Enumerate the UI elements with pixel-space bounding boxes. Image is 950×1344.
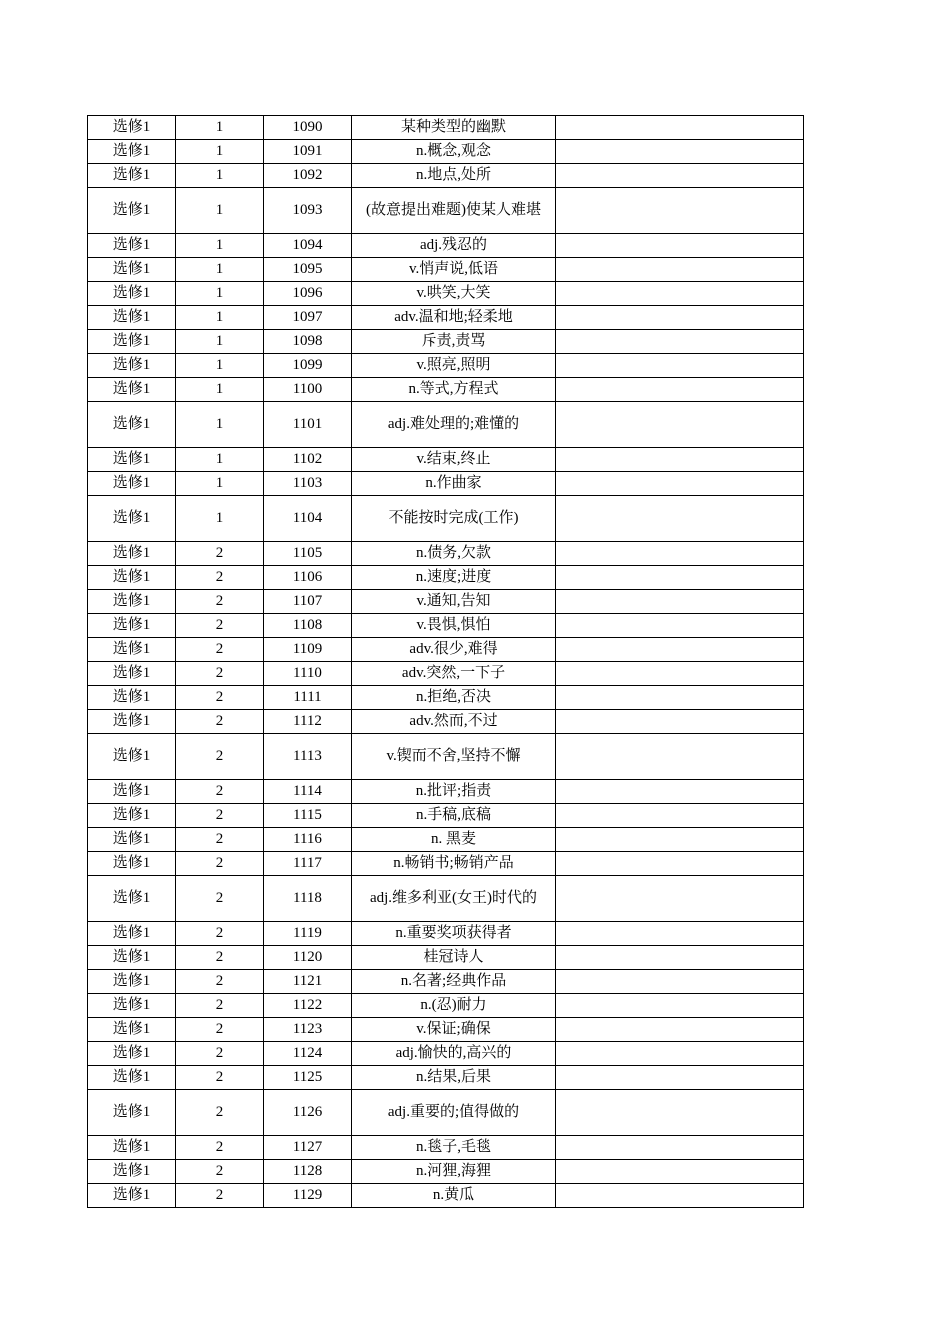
note-cell [556,946,804,970]
note-cell [556,1184,804,1208]
book-cell: 选修1 [88,1090,176,1136]
meaning-cell: n.名著;经典作品 [352,970,556,994]
meaning-cell: adv.很少,难得 [352,638,556,662]
word-number-cell: 1092 [264,164,352,188]
meaning-cell: (故意提出难题)使某人难堪 [352,188,556,234]
word-number-cell: 1113 [264,734,352,780]
table-row [88,306,804,330]
book-cell: 选修1 [88,378,176,402]
table-row [88,734,804,780]
word-number-cell: 1107 [264,590,352,614]
word-number-cell: 1111 [264,686,352,710]
table-row [88,1136,804,1160]
note-cell [556,994,804,1018]
unit-cell: 1 [176,282,264,306]
meaning-cell: n.拒绝,否决 [352,686,556,710]
unit-cell: 2 [176,662,264,686]
word-number-cell: 1119 [264,922,352,946]
book-cell: 选修1 [88,710,176,734]
book-cell: 选修1 [88,1136,176,1160]
book-cell: 选修1 [88,234,176,258]
meaning-cell: n.手稿,底稿 [352,804,556,828]
unit-cell: 2 [176,638,264,662]
unit-cell: 2 [176,710,264,734]
word-number-cell: 1112 [264,710,352,734]
note-cell [556,330,804,354]
note-cell [556,922,804,946]
table-row [88,140,804,164]
meaning-cell: n.速度;进度 [352,566,556,590]
note-cell [556,852,804,876]
table-row [88,662,804,686]
table-row [88,1090,804,1136]
book-cell: 选修1 [88,566,176,590]
unit-cell: 2 [176,780,264,804]
word-number-cell: 1114 [264,780,352,804]
unit-cell: 1 [176,140,264,164]
meaning-cell: 斥责,责骂 [352,330,556,354]
word-number-cell: 1125 [264,1066,352,1090]
table-row [88,330,804,354]
book-cell: 选修1 [88,140,176,164]
unit-cell: 2 [176,946,264,970]
book-cell: 选修1 [88,922,176,946]
table-row [88,638,804,662]
unit-cell: 2 [176,686,264,710]
book-cell: 选修1 [88,734,176,780]
book-cell: 选修1 [88,448,176,472]
table-row [88,496,804,542]
book-cell: 选修1 [88,306,176,330]
table-row [88,1066,804,1090]
meaning-cell: v.照亮,照明 [352,354,556,378]
note-cell [556,710,804,734]
vocabulary-table [87,115,804,1208]
meaning-cell: n.河狸,海狸 [352,1160,556,1184]
unit-cell: 1 [176,448,264,472]
unit-cell: 2 [176,970,264,994]
note-cell [556,258,804,282]
word-number-cell: 1123 [264,1018,352,1042]
book-cell: 选修1 [88,542,176,566]
unit-cell: 1 [176,234,264,258]
note-cell [556,116,804,140]
note-cell [556,282,804,306]
meaning-cell: adv.温和地;轻柔地 [352,306,556,330]
word-number-cell: 1091 [264,140,352,164]
meaning-cell: adv.突然,一下子 [352,662,556,686]
meaning-cell: n.批评;指责 [352,780,556,804]
word-number-cell: 1104 [264,496,352,542]
note-cell [556,402,804,448]
meaning-cell: n.(忍)耐力 [352,994,556,1018]
note-cell [556,566,804,590]
meaning-cell: v.锲而不舍,坚持不懈 [352,734,556,780]
book-cell: 选修1 [88,686,176,710]
unit-cell: 2 [176,876,264,922]
table-row [88,258,804,282]
meaning-cell: 某种类型的幽默 [352,116,556,140]
table-row [88,994,804,1018]
word-number-cell: 1105 [264,542,352,566]
note-cell [556,662,804,686]
note-cell [556,614,804,638]
note-cell [556,234,804,258]
unit-cell: 1 [176,378,264,402]
word-number-cell: 1121 [264,970,352,994]
book-cell: 选修1 [88,258,176,282]
book-cell: 选修1 [88,780,176,804]
table-row [88,188,804,234]
meaning-cell: adj.重要的;值得做的 [352,1090,556,1136]
book-cell: 选修1 [88,590,176,614]
word-number-cell: 1100 [264,378,352,402]
meaning-cell: n. 黑麦 [352,828,556,852]
note-cell [556,472,804,496]
word-number-cell: 1124 [264,1042,352,1066]
word-number-cell: 1116 [264,828,352,852]
note-cell [556,378,804,402]
unit-cell: 1 [176,354,264,378]
unit-cell: 1 [176,188,264,234]
meaning-cell: v.结束,终止 [352,448,556,472]
word-number-cell: 1122 [264,994,352,1018]
book-cell: 选修1 [88,496,176,542]
book-cell: 选修1 [88,472,176,496]
meaning-cell: adj.难处理的;难懂的 [352,402,556,448]
word-number-cell: 1120 [264,946,352,970]
note-cell [556,1136,804,1160]
meaning-cell: n.黄瓜 [352,1184,556,1208]
note-cell [556,354,804,378]
note-cell [556,542,804,566]
unit-cell: 2 [176,734,264,780]
note-cell [556,686,804,710]
meaning-cell: n.债务,欠款 [352,542,556,566]
word-number-cell: 1095 [264,258,352,282]
table-row [88,1184,804,1208]
meaning-cell: n.概念,观念 [352,140,556,164]
meaning-cell: n.畅销书;畅销产品 [352,852,556,876]
note-cell [556,164,804,188]
table-row [88,542,804,566]
word-number-cell: 1106 [264,566,352,590]
meaning-cell: adj.残忍的 [352,234,556,258]
table-row [88,472,804,496]
meaning-cell: adj.维多利亚(女王)时代的 [352,876,556,922]
unit-cell: 1 [176,306,264,330]
book-cell: 选修1 [88,164,176,188]
meaning-cell: n.结果,后果 [352,1066,556,1090]
unit-cell: 2 [176,566,264,590]
table-row [88,354,804,378]
note-cell [556,448,804,472]
note-cell [556,590,804,614]
word-number-cell: 1118 [264,876,352,922]
book-cell: 选修1 [88,828,176,852]
unit-cell: 2 [176,828,264,852]
table-row [88,1160,804,1184]
table-row [88,614,804,638]
unit-cell: 1 [176,330,264,354]
unit-cell: 2 [176,1160,264,1184]
book-cell: 选修1 [88,354,176,378]
word-number-cell: 1090 [264,116,352,140]
book-cell: 选修1 [88,852,176,876]
note-cell [556,1066,804,1090]
word-number-cell: 1093 [264,188,352,234]
word-number-cell: 1126 [264,1090,352,1136]
note-cell [556,306,804,330]
book-cell: 选修1 [88,970,176,994]
book-cell: 选修1 [88,638,176,662]
book-cell: 选修1 [88,614,176,638]
note-cell [556,638,804,662]
book-cell: 选修1 [88,1042,176,1066]
unit-cell: 2 [176,1184,264,1208]
table-row [88,946,804,970]
meaning-cell: n.重要奖项获得者 [352,922,556,946]
book-cell: 选修1 [88,1160,176,1184]
book-cell: 选修1 [88,804,176,828]
unit-cell: 2 [176,1018,264,1042]
unit-cell: 2 [176,1090,264,1136]
table-row [88,164,804,188]
unit-cell: 1 [176,164,264,188]
table-row [88,780,804,804]
word-number-cell: 1109 [264,638,352,662]
table-row [88,234,804,258]
unit-cell: 2 [176,614,264,638]
unit-cell: 1 [176,472,264,496]
unit-cell: 1 [176,496,264,542]
table-row [88,448,804,472]
note-cell [556,828,804,852]
table-row [88,852,804,876]
note-cell [556,140,804,164]
book-cell: 选修1 [88,994,176,1018]
word-number-cell: 1127 [264,1136,352,1160]
unit-cell: 2 [176,804,264,828]
note-cell [556,734,804,780]
word-number-cell: 1098 [264,330,352,354]
note-cell [556,1090,804,1136]
book-cell: 选修1 [88,876,176,922]
unit-cell: 2 [176,590,264,614]
note-cell [556,970,804,994]
book-cell: 选修1 [88,1184,176,1208]
note-cell [556,1042,804,1066]
table-row [88,566,804,590]
table-row [88,828,804,852]
table-row [88,686,804,710]
meaning-cell: v.保证;确保 [352,1018,556,1042]
note-cell [556,804,804,828]
unit-cell: 1 [176,258,264,282]
book-cell: 选修1 [88,1066,176,1090]
word-number-cell: 1096 [264,282,352,306]
word-number-cell: 1099 [264,354,352,378]
word-number-cell: 1102 [264,448,352,472]
unit-cell: 2 [176,852,264,876]
table-row [88,590,804,614]
table-row [88,378,804,402]
word-number-cell: 1094 [264,234,352,258]
word-number-cell: 1115 [264,804,352,828]
note-cell [556,1160,804,1184]
word-number-cell: 1108 [264,614,352,638]
meaning-cell: v.畏惧,惧怕 [352,614,556,638]
unit-cell: 2 [176,922,264,946]
table-row [88,402,804,448]
word-number-cell: 1128 [264,1160,352,1184]
unit-cell: 2 [176,542,264,566]
table-row [88,804,804,828]
word-number-cell: 1097 [264,306,352,330]
book-cell: 选修1 [88,662,176,686]
table-row [88,282,804,306]
table-row [88,710,804,734]
note-cell [556,876,804,922]
meaning-cell: adv.然而,不过 [352,710,556,734]
book-cell: 选修1 [88,282,176,306]
meaning-cell: v.通知,告知 [352,590,556,614]
table-row [88,876,804,922]
book-cell: 选修1 [88,330,176,354]
table-row [88,1042,804,1066]
table-row [88,922,804,946]
meaning-cell: n.地点,处所 [352,164,556,188]
note-cell [556,188,804,234]
book-cell: 选修1 [88,946,176,970]
unit-cell: 2 [176,1066,264,1090]
word-number-cell: 1103 [264,472,352,496]
table-row [88,116,804,140]
meaning-cell: n.作曲家 [352,472,556,496]
meaning-cell: adj.愉快的,高兴的 [352,1042,556,1066]
unit-cell: 2 [176,994,264,1018]
meaning-cell: v.悄声说,低语 [352,258,556,282]
word-number-cell: 1129 [264,1184,352,1208]
book-cell: 选修1 [88,188,176,234]
meaning-cell: 不能按时完成(工作) [352,496,556,542]
book-cell: 选修1 [88,402,176,448]
unit-cell: 1 [176,402,264,448]
meaning-cell: v.哄笑,大笑 [352,282,556,306]
unit-cell: 2 [176,1042,264,1066]
unit-cell: 2 [176,1136,264,1160]
vocabulary-table-body [88,116,804,1208]
meaning-cell: 桂冠诗人 [352,946,556,970]
unit-cell: 1 [176,116,264,140]
word-number-cell: 1110 [264,662,352,686]
meaning-cell: n.毯子,毛毯 [352,1136,556,1160]
meaning-cell: n.等式,方程式 [352,378,556,402]
word-number-cell: 1117 [264,852,352,876]
table-row [88,970,804,994]
note-cell [556,1018,804,1042]
word-number-cell: 1101 [264,402,352,448]
book-cell: 选修1 [88,1018,176,1042]
book-cell: 选修1 [88,116,176,140]
note-cell [556,780,804,804]
table-row [88,1018,804,1042]
note-cell [556,496,804,542]
